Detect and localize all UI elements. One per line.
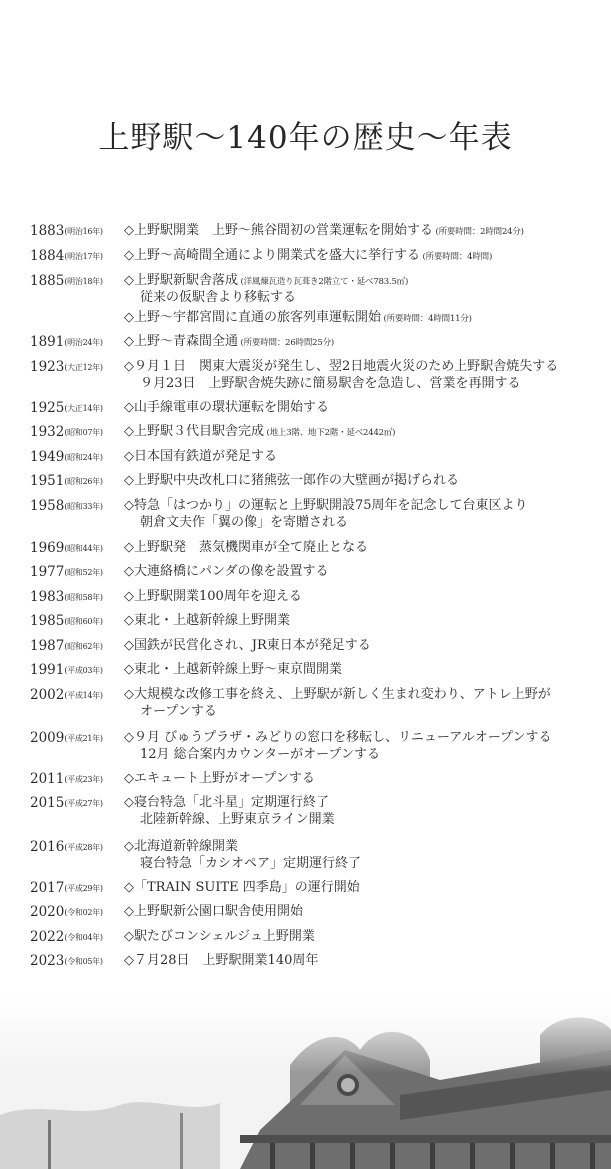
event-text: 上野駅中央改札口に猪熊弦一郎作の大壁画が掲げられる — [134, 473, 460, 488]
year-number: 2002 — [30, 687, 65, 703]
timeline-year — [30, 447, 103, 468]
event-text: ９月23日 上野駅舎焼失跡に簡易駅舎を急造し、営業を再開する — [140, 376, 521, 391]
era-label: (昭和33年) — [64, 502, 103, 511]
diamond-bullet-icon: ◇ — [124, 424, 134, 439]
timeline-event — [140, 702, 217, 722]
event-text: ９月１日 関東大震災が発生し、翌2日地震火災のため上野駅舎焼失する — [134, 359, 559, 374]
timeline-year — [30, 793, 103, 814]
year-number: 1884 — [30, 248, 65, 264]
event-text: 上野〜高崎間全通により開業式を盛大に挙行する — [134, 248, 421, 263]
timeline-year — [30, 221, 103, 242]
era-label: (平成29年) — [64, 884, 103, 893]
era-label: (明治18年) — [64, 277, 103, 286]
era-label: (平成14年) — [64, 691, 103, 700]
diamond-bullet-icon: ◇ — [124, 771, 134, 786]
timeline-year — [30, 878, 103, 899]
era-label: (明治24年) — [64, 338, 103, 347]
timeline-year — [30, 660, 103, 681]
timeline-event — [124, 308, 472, 329]
era-label: (昭和07年) — [64, 428, 103, 437]
event-text: 上野駅新公園口駅舎使用開始 — [134, 904, 304, 919]
event-text: 上野〜宇都宮間に直通の旅客列車運転開始 — [134, 310, 382, 325]
era-label: (平成23年) — [64, 775, 103, 784]
era-label: (令和04年) — [64, 933, 103, 942]
event-note: (所要時間：4時間11分) — [381, 314, 472, 324]
year-number: 2011 — [30, 771, 65, 787]
era-label: (明治17年) — [64, 252, 103, 261]
timeline-year — [30, 951, 103, 972]
timeline-year — [30, 538, 103, 559]
timeline-year — [30, 837, 103, 858]
era-label: (昭和60年) — [64, 617, 103, 626]
timeline-event — [140, 854, 361, 874]
year-number: 2020 — [30, 904, 65, 920]
era-label: (昭和24年) — [64, 453, 103, 462]
year-number: 2009 — [30, 730, 65, 746]
timeline-year — [30, 357, 103, 378]
timeline-year — [30, 398, 103, 419]
timeline-event — [124, 769, 315, 789]
timeline-event — [124, 221, 524, 242]
era-label: (平成27年) — [64, 799, 103, 808]
era-label: (明治16年) — [64, 227, 103, 236]
timeline-event — [140, 374, 521, 394]
year-number: 1991 — [30, 662, 65, 678]
year-number: 1932 — [30, 424, 65, 440]
year-number: 2016 — [30, 839, 65, 855]
timeline-event — [140, 810, 335, 830]
timeline-year — [30, 332, 103, 353]
timeline-event — [124, 332, 334, 353]
diamond-bullet-icon: ◇ — [124, 564, 134, 579]
event-text: 特急「はつかり」の運転と上野駅開設75周年を記念して台東区より — [134, 498, 528, 513]
diamond-bullet-icon: ◇ — [124, 334, 134, 349]
event-text: 駅たびコンシェルジュ上野開業 — [134, 929, 315, 944]
timeline-event — [124, 878, 360, 898]
event-note: (地上3階、地下2階・延べ2442㎡) — [264, 428, 396, 438]
event-text: 山手線電車の環状運転を開始する — [134, 400, 330, 415]
timeline-year — [30, 471, 103, 492]
diamond-bullet-icon: ◇ — [124, 880, 134, 895]
timeline-event — [140, 513, 348, 533]
year-number: 1958 — [30, 498, 65, 514]
diamond-bullet-icon: ◇ — [124, 449, 134, 464]
era-label: (平成03年) — [64, 666, 103, 675]
era-label: (平成28年) — [64, 843, 103, 852]
year-number: 2023 — [30, 953, 65, 969]
timeline-event — [124, 246, 492, 267]
year-number: 2015 — [30, 795, 65, 811]
timeline-event — [124, 398, 329, 418]
timeline-year — [30, 927, 103, 948]
era-label: (令和02年) — [64, 908, 103, 917]
year-number: 1983 — [30, 589, 65, 605]
diamond-bullet-icon: ◇ — [124, 904, 134, 919]
diamond-bullet-icon: ◇ — [124, 613, 134, 628]
timeline-year — [30, 422, 103, 443]
year-number: 1891 — [30, 334, 65, 350]
event-text: 上野駅開業100周年を迎える — [134, 589, 302, 604]
event-text: ７月28日 上野駅開業140周年 — [134, 953, 319, 968]
diamond-bullet-icon: ◇ — [124, 498, 134, 513]
year-number: 1977 — [30, 564, 65, 580]
era-label: (昭和26年) — [64, 477, 103, 486]
era-label: (平成21年) — [64, 734, 103, 743]
station-photo — [0, 995, 611, 1169]
event-text: ９月 びゅうプラザ・みどりの窓口を移転し、リニューアルオープンする — [134, 730, 552, 745]
event-text: 北陸新幹線、上野東京ライン開業 — [140, 812, 335, 827]
diamond-bullet-icon: ◇ — [124, 310, 134, 325]
timeline-year — [30, 587, 103, 608]
diamond-bullet-icon: ◇ — [124, 929, 134, 944]
event-text: 日本国有鉄道が発足する — [134, 449, 278, 464]
timeline-event — [124, 562, 328, 582]
event-note: (所要時間：4時間) — [420, 252, 493, 262]
timeline-year — [30, 496, 103, 517]
event-note: (所要時間：2時間24分) — [433, 227, 524, 237]
page-title: 上野駅〜140年の歴史〜年表 — [98, 120, 513, 156]
year-number: 2017 — [30, 880, 65, 896]
timeline-event — [124, 447, 277, 467]
event-text: 北海道新幹線開業 — [134, 839, 239, 854]
timeline-event — [124, 471, 459, 491]
year-number: 1987 — [30, 638, 65, 654]
timeline-event — [140, 745, 380, 765]
event-text: 従来の仮駅舎より移転する — [140, 290, 297, 305]
event-text: 12月 総合案内カウンターがオープンする — [140, 747, 380, 762]
timeline-event — [124, 660, 342, 680]
era-label: (令和05年) — [64, 957, 103, 966]
event-text: 東北・上越新幹線上野〜東京間開業 — [134, 662, 343, 677]
diamond-bullet-icon: ◇ — [124, 273, 134, 288]
diamond-bullet-icon: ◇ — [124, 589, 134, 604]
year-number: 1951 — [30, 473, 65, 489]
event-text: 国鉄が民営化され、JR東日本が発足する — [134, 638, 371, 653]
timeline-year — [30, 562, 103, 583]
timeline-event — [124, 611, 290, 631]
event-text: 上野駅３代目駅舎完成 — [134, 424, 265, 439]
year-number: 1885 — [30, 273, 65, 289]
diamond-bullet-icon: ◇ — [124, 730, 134, 745]
timeline-event — [124, 587, 302, 607]
era-label: (昭和44年) — [64, 544, 103, 553]
event-text: 朝倉文夫作「翼の像」を寄贈される — [140, 515, 349, 530]
diamond-bullet-icon: ◇ — [124, 839, 134, 854]
timeline-year — [30, 685, 103, 706]
timeline-year — [30, 271, 103, 292]
event-text: 上野駅開業 上野〜熊谷間初の営業運転を開始する — [134, 223, 434, 238]
diamond-bullet-icon: ◇ — [124, 540, 134, 555]
event-text: 寝台特急「カシオペア」定期運行終了 — [140, 856, 362, 871]
year-number: 1883 — [30, 223, 65, 239]
event-text: エキュート上野がオープンする — [134, 771, 315, 786]
era-label: (昭和58年) — [64, 593, 103, 602]
timeline-event — [124, 927, 315, 947]
era-label: (昭和52年) — [64, 568, 103, 577]
year-number: 1969 — [30, 540, 65, 556]
diamond-bullet-icon: ◇ — [124, 400, 134, 415]
year-number: 1985 — [30, 613, 65, 629]
event-text: 大規模な改修工事を終え、上野駅が新しく生まれ変わり、アトレ上野が — [134, 687, 551, 702]
event-text: オープンする — [140, 704, 217, 719]
timeline-event — [124, 636, 371, 656]
era-label: (大正12年) — [64, 363, 103, 372]
diamond-bullet-icon: ◇ — [124, 223, 134, 238]
diamond-bullet-icon: ◇ — [124, 248, 134, 263]
year-number: 2022 — [30, 929, 65, 945]
diamond-bullet-icon: ◇ — [124, 662, 134, 677]
diamond-bullet-icon: ◇ — [124, 473, 134, 488]
diamond-bullet-icon: ◇ — [124, 795, 134, 810]
event-text: 上野駅新駅舎落成 — [134, 273, 239, 288]
event-text: 大連絡橋にパンダの像を設置する — [134, 564, 329, 579]
event-note: (洋風煉瓦造り瓦葺き2階立て・延べ783.5㎡) — [238, 277, 409, 287]
diamond-bullet-icon: ◇ — [124, 687, 134, 702]
timeline-event — [124, 538, 368, 558]
event-text: 上野〜青森間全通 — [134, 334, 239, 349]
timeline-year — [30, 728, 103, 749]
event-text: 上野駅発 蒸気機関車が全て廃止となる — [134, 540, 369, 555]
timeline-event — [140, 288, 296, 308]
timeline-year — [30, 246, 103, 267]
year-number: 1925 — [30, 400, 65, 416]
diamond-bullet-icon: ◇ — [124, 638, 134, 653]
event-text: 寝台特急「北斗星」定期運行終了 — [134, 795, 330, 810]
event-text: 「TRAIN SUITE 四季島」の運行開始 — [134, 880, 360, 895]
era-label: (昭和62年) — [64, 642, 103, 651]
timeline-year — [30, 769, 103, 790]
timeline-year — [30, 611, 103, 632]
timeline-event — [124, 951, 318, 971]
event-text: 東北・上越新幹線上野開業 — [134, 613, 291, 628]
diamond-bullet-icon: ◇ — [124, 953, 134, 968]
timeline-event — [124, 902, 303, 922]
year-number: 1949 — [30, 449, 65, 465]
era-label: (大正14年) — [64, 404, 103, 413]
year-number: 1923 — [30, 359, 65, 375]
timeline-year — [30, 636, 103, 657]
timeline-event — [124, 422, 395, 443]
event-note: (所要時間：26時間25分) — [238, 338, 334, 348]
timeline-year — [30, 902, 103, 923]
diamond-bullet-icon: ◇ — [124, 359, 134, 374]
